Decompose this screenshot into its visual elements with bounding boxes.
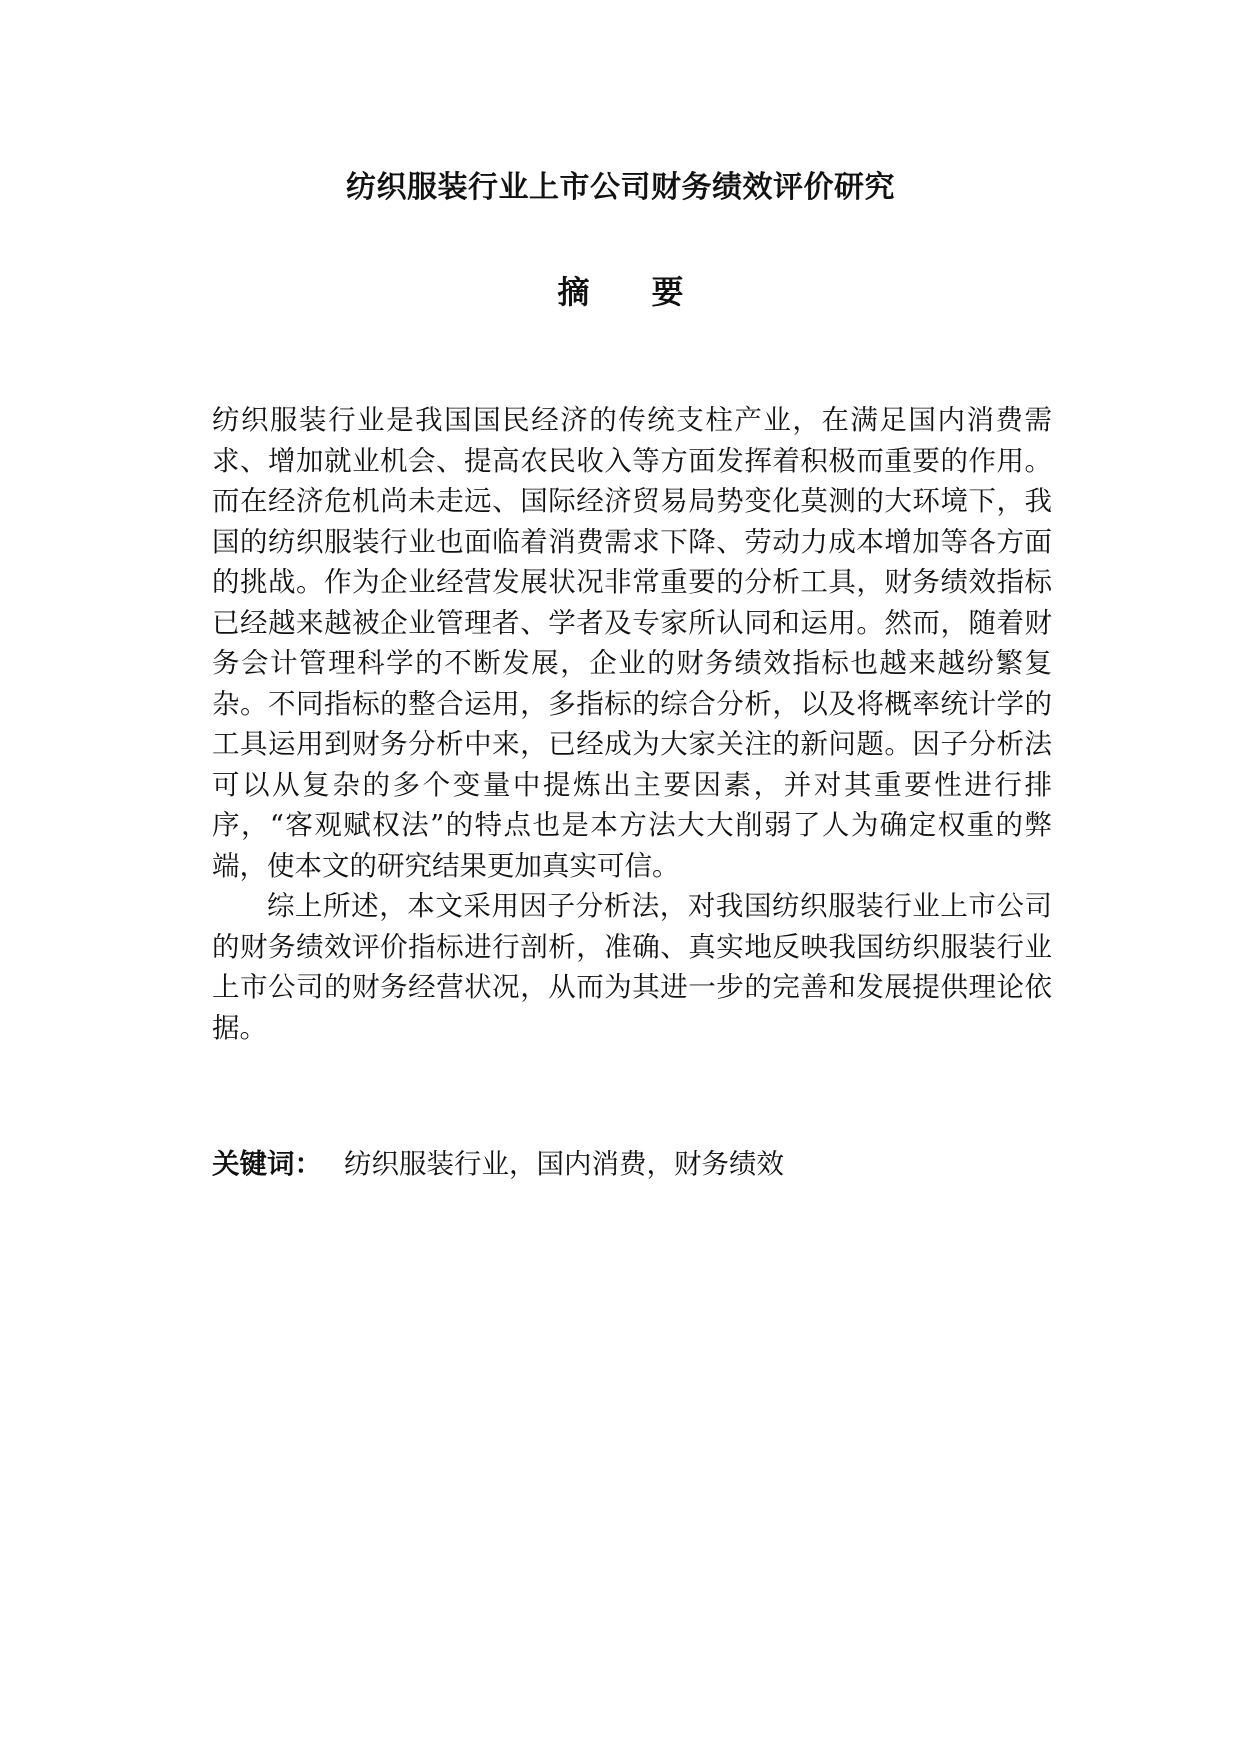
keywords-label: 关键词： [212,1148,322,1180]
abstract-paragraph-1: 纺织服装行业是我国国民经济的传统支柱产业，在满足国内消费需求、增加就业机会、提高农民收入等方面发挥着积极而重要的作用。而在经济危机尚未走远、国际经济贸易局势变化莫测的大环境下，我国的纺织服装行业也面临着消费需求下降、劳动力成本增加等各方面的挑战。作为企业经营发展状况非常重要的分析工具，财务绩效指标已经越来越被企业管理者、学者及专家所认同和运用。然而，随着财务会计管理科学的不断发展，企业的财务绩效指标也越来越纷繁复杂。不同指标的整合运用，多指标的综合分析，以及将概率统计学的工具运用到财务分析中来，已经成为大家关注的新问题。因子分析法可以从复杂的多个变量中提炼出主要因素，并对其重要性进行排序，“客观赋权法”的特点也是本方法大大削弱了人为确定权重的弊端，使本文的研究结果更加真实可信。 [212,404,1052,882]
keywords-value: 纺织服装行业，国内消费，财务绩效 [344,1148,784,1180]
abstract-heading-char-1: 摘 [557,273,590,311]
abstract-heading-char-2: 要 [651,273,684,311]
keywords-line [212,1144,1052,1184]
abstract-body [212,400,1052,1048]
abstract-heading [0,270,1241,314]
paper-title: 纺织服装行业上市公司财务绩效评价研究 [346,170,895,205]
abstract-paragraph-2: 综上所述，本文采用因子分析法，对我国纺织服装行业上市公司的财务绩效评价指标进行剖析，准确、真实地反映我国纺织服装行业上市公司的财务经营状况，从而为其进一步的完善和发展提供理论依据。 [212,890,1052,1044]
